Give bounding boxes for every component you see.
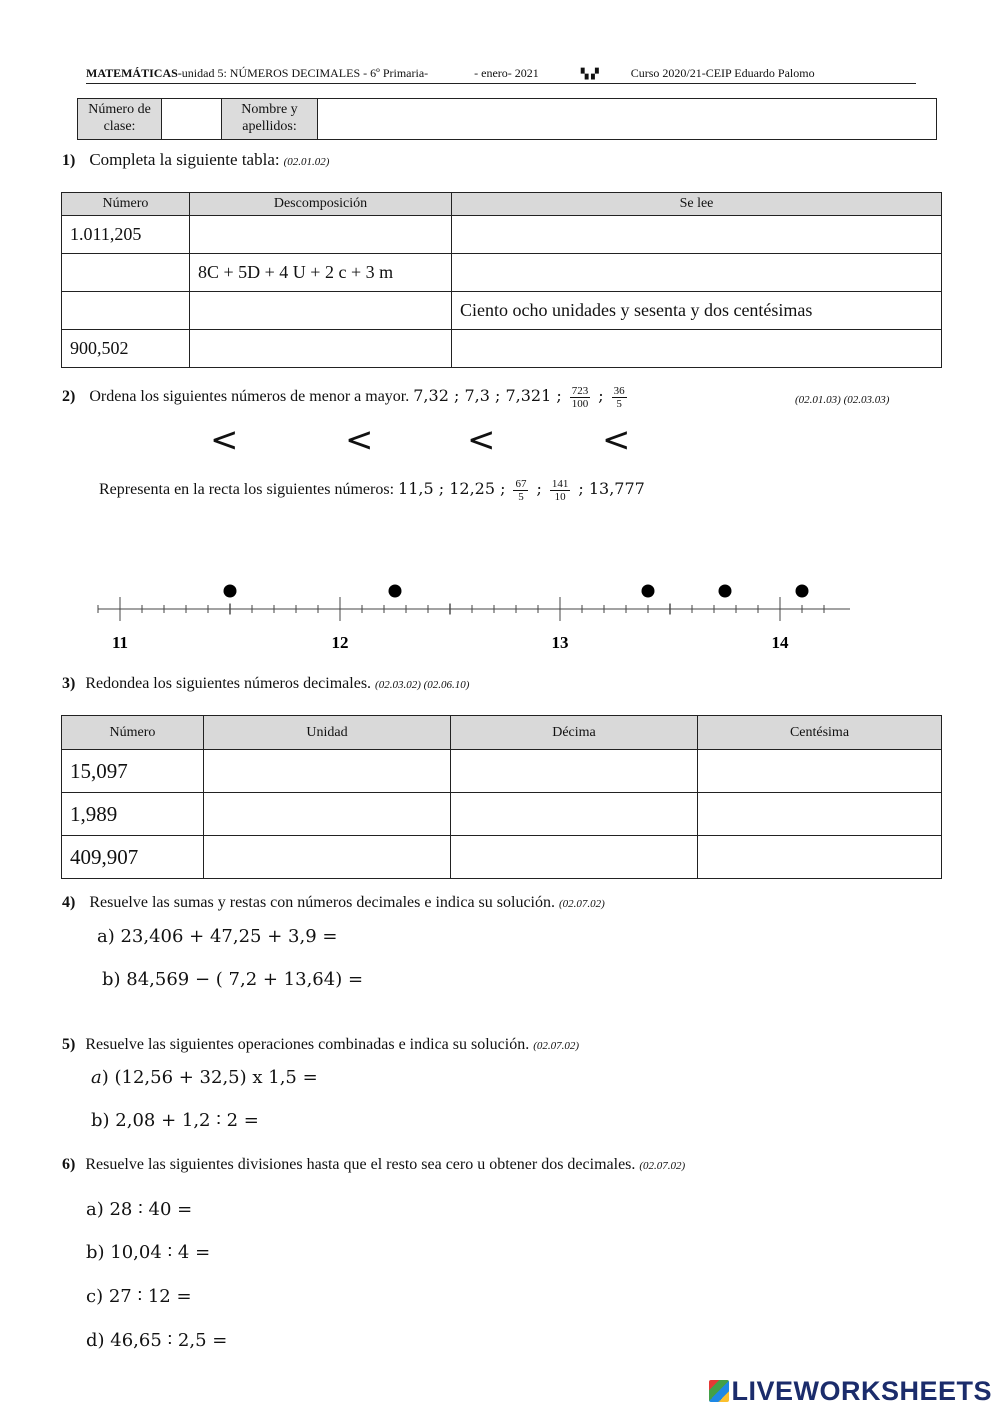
question-number: 2) xyxy=(62,388,76,406)
question-6 xyxy=(62,1156,685,1174)
question-number: 4) xyxy=(62,894,76,911)
question-number: 5) xyxy=(62,1036,76,1053)
col-header-decomposition: Descomposición xyxy=(190,193,452,216)
fraction-36-5: $\frac{36}{5}$ xyxy=(613,385,625,410)
question-code: (02.01.02) xyxy=(283,156,330,168)
table-cell[interactable]: 8C + 5D + 4 U + 2 c + 3 m xyxy=(190,254,452,292)
col-header-tenth: Décima xyxy=(451,716,698,750)
question-code: (02.07.02) xyxy=(533,1040,580,1052)
student-id-table xyxy=(77,98,937,140)
question-number: 3) xyxy=(62,675,76,692)
exercise-6a[interactable]: a) 28 ∶ 40 = xyxy=(86,1199,193,1220)
liveworksheets-logo[interactable] xyxy=(709,1376,992,1407)
less-than-sign: < xyxy=(467,420,496,460)
header-date: - enero- 2021 xyxy=(474,66,539,80)
question-5 xyxy=(62,1036,579,1054)
col-header-number: Número xyxy=(62,193,190,216)
question-text: Redondea los siguientes números decimales. xyxy=(85,675,372,692)
exercise-6b[interactable]: b) 10,04 ∶ 4 = xyxy=(86,1242,211,1263)
answer-cell[interactable] xyxy=(451,750,698,793)
question-number: 1) xyxy=(62,152,76,169)
table-cell[interactable]: 900,502 xyxy=(62,330,190,368)
table-cell[interactable] xyxy=(452,216,942,254)
table-cell[interactable] xyxy=(190,216,452,254)
question-2: 2) Ordena los siguientes números de menor a mayor. 7,32 ; 7,3 ; 7,321 ; $\frac{723}{100}$ ; $\frac{36}{5}$ xyxy=(62,385,625,410)
exercise-5a[interactable]: 𝑎) (12,56 + 32,5) x 1,5 = xyxy=(91,1067,318,1088)
decomposition-table xyxy=(61,192,942,368)
less-than-sign: < xyxy=(345,420,374,460)
header-course: Curso 2020/21-CEIP Eduardo Palomo xyxy=(630,66,815,80)
line-numbers: 11,5 ; 12,25 ; xyxy=(398,479,506,499)
col-header-unit: Unidad xyxy=(204,716,451,750)
number-line-point[interactable] xyxy=(389,585,402,598)
table-cell[interactable] xyxy=(62,254,190,292)
question-code: (02.01.03) (02.03.03) xyxy=(795,394,890,406)
col-header-number: Número xyxy=(62,716,204,750)
school-logo-icon: ▚ ▞ xyxy=(580,69,599,80)
table-cell[interactable] xyxy=(190,292,452,330)
answer-cell[interactable] xyxy=(204,836,451,879)
table-cell[interactable] xyxy=(62,292,190,330)
number-line-instruction: Representa en la recta los siguientes números: 11,5 ; 12,25 ; $\frac{67}{5}$ ; $\frac{141}{10}$ ; 13,777 xyxy=(99,478,645,503)
question-number: 6) xyxy=(62,1156,76,1173)
exercise-6d[interactable]: d) 46,65 ∶ 2,5 = xyxy=(86,1330,228,1351)
less-than-sign: < xyxy=(210,420,239,460)
question-text: Ordena los siguientes números de menor a mayor. xyxy=(89,388,410,406)
number-line-point[interactable] xyxy=(224,585,237,598)
question-3 xyxy=(62,675,469,693)
rounding-table xyxy=(61,715,942,879)
table-cell: 1,989 xyxy=(62,793,204,836)
answer-cell[interactable] xyxy=(451,836,698,879)
logo-text: LIVEWORKSHEETS xyxy=(731,1376,992,1406)
question-1 xyxy=(62,150,329,170)
axis-label: 12 xyxy=(331,633,349,652)
answer-cell[interactable] xyxy=(698,793,942,836)
line-last-number: ; 13,777 xyxy=(578,479,645,499)
question-text: Resuelve las sumas y restas con números decimales e indica su solución. xyxy=(89,894,555,911)
exercise-6c[interactable]: c) 27 ∶ 12 = xyxy=(86,1286,192,1307)
question-text: Completa la siguiente tabla: xyxy=(89,150,280,169)
table-cell[interactable] xyxy=(190,330,452,368)
table-cell: 15,097 xyxy=(62,750,204,793)
name-label: Nombre y apellidos: xyxy=(222,99,318,139)
question-text: Resuelve las siguientes operaciones combinadas e indica su solución. xyxy=(85,1036,530,1053)
logo-icon xyxy=(709,1380,729,1402)
question-text: Resuelve las siguientes divisiones hasta que el resto sea cero u obtener dos decimales. xyxy=(85,1156,636,1173)
col-header-read: Se lee xyxy=(452,193,942,216)
table-cell[interactable] xyxy=(452,254,942,292)
question-4 xyxy=(62,894,605,912)
ordering-answer-row[interactable] xyxy=(0,420,1000,460)
page-header xyxy=(86,66,916,84)
number-line-point[interactable] xyxy=(719,585,732,598)
answer-cell[interactable] xyxy=(204,750,451,793)
less-than-sign: < xyxy=(602,420,631,460)
number-line-point[interactable] xyxy=(642,585,655,598)
numbers-list: 7,32 ; 7,3 ; 7,321 ; xyxy=(413,386,562,406)
number-line[interactable] xyxy=(0,570,1000,660)
name-field[interactable] xyxy=(318,99,936,139)
question-code: (02.07.02) xyxy=(639,1160,686,1172)
fraction-723-100: $\frac{723}{100}$ xyxy=(571,385,589,410)
table-cell[interactable]: 1.011,205 xyxy=(62,216,190,254)
instruction-text: Representa en la recta los siguientes números: xyxy=(99,481,395,499)
axis-label: 11 xyxy=(111,633,129,652)
header-subject: MATEMÁTICAS xyxy=(86,66,178,80)
class-number-field[interactable] xyxy=(162,99,222,139)
fraction-67-5: $\frac{67}{5}$ xyxy=(515,478,527,503)
header-unit: -unidad 5: NÚMEROS DECIMALES - 6º Primaria- xyxy=(177,66,429,80)
answer-cell[interactable] xyxy=(698,750,942,793)
table-cell: 409,907 xyxy=(62,836,204,879)
question-code: (02.03.02) (02.06.10) xyxy=(375,679,470,691)
exercise-4b[interactable]: b) 84,569 − ( 7,2 + 13,64) = xyxy=(102,969,364,990)
table-cell[interactable]: Ciento ocho unidades y sesenta y dos centésimas xyxy=(452,292,942,330)
question-code: (02.07.02) xyxy=(559,898,605,910)
table-cell[interactable] xyxy=(452,330,942,368)
fraction-141-10: $\frac{141}{10}$ xyxy=(551,478,569,503)
answer-cell[interactable] xyxy=(204,793,451,836)
number-line-point[interactable] xyxy=(796,585,809,598)
col-header-hundredth: Centésima xyxy=(698,716,942,750)
exercise-4a[interactable]: a) 23,406 + 47,25 + 3,9 = xyxy=(97,926,338,947)
answer-cell[interactable] xyxy=(698,836,942,879)
axis-label: 13 xyxy=(551,633,569,652)
exercise-5b[interactable]: b) 2,08 + 1,2 ∶ 2 = xyxy=(91,1110,259,1131)
axis-label: 14 xyxy=(771,633,789,652)
answer-cell[interactable] xyxy=(451,793,698,836)
class-number-label: Número de clase: xyxy=(78,99,162,139)
